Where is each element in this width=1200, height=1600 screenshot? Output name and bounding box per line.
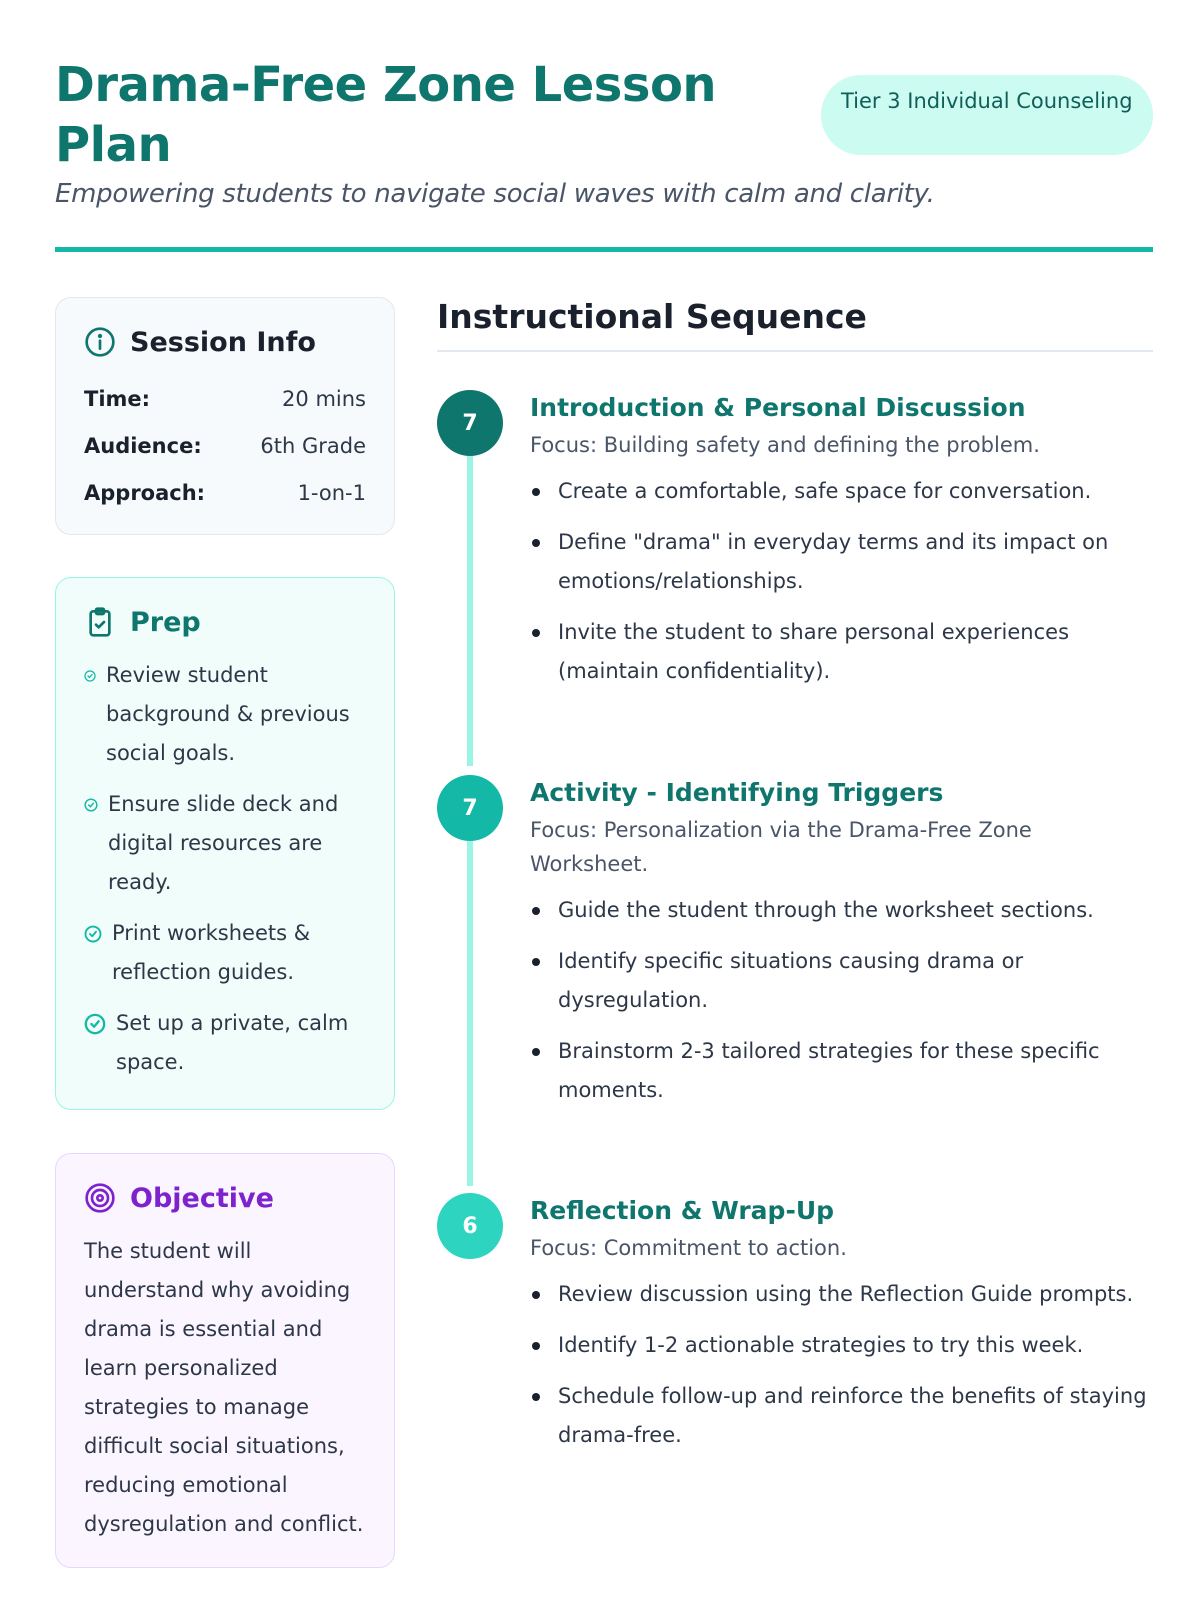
prep-item-text: Review student background & previous social goals. xyxy=(106,663,350,765)
step-focus: Focus: Building safety and defining the problem. xyxy=(530,433,1040,457)
step-content xyxy=(530,775,1153,1122)
target-icon xyxy=(84,1182,116,1214)
step-content xyxy=(530,390,1153,703)
page-header xyxy=(55,55,1153,209)
prep-card xyxy=(55,577,395,1110)
session-info-value: 6th Grade xyxy=(260,434,366,458)
step-bullet: Identify 1-2 actionable strategies to try this week. xyxy=(530,1326,1153,1365)
prep-title: Prep xyxy=(130,606,201,638)
session-info-row xyxy=(84,423,366,470)
tier-badge: Tier 3 Individual Counseling xyxy=(821,75,1153,155)
info-icon xyxy=(84,326,116,358)
session-info-label: Approach: xyxy=(84,481,206,505)
step-bullet-list xyxy=(530,1275,1153,1455)
objective-text: The student will understand why avoiding drama is essential and learn personalized strategies to manage difficult social situations, reducing emotional dysregulation and conflict. xyxy=(84,1239,364,1536)
timeline-connector xyxy=(467,841,473,1186)
step-title: Introduction & Personal Discussion xyxy=(530,393,1026,422)
prep-item-text: Print worksheets & reflection guides. xyxy=(112,921,311,984)
step-bullet-list xyxy=(530,472,1153,691)
step-title: Activity - Identifying Triggers xyxy=(530,778,944,807)
step-bullet: Schedule follow-up and reinforce the benefits of staying drama-free. xyxy=(530,1377,1153,1455)
page-subtitle: Empowering students to navigate social waves with calm and clarity. xyxy=(55,179,935,209)
session-info-value: 1-on-1 xyxy=(297,481,366,505)
instructional-sequence xyxy=(437,297,1153,352)
sequence-title: Instructional Sequence xyxy=(437,297,1153,352)
page-title: Drama-Free Zone Lesson Plan xyxy=(55,57,717,173)
session-info-value: 20 mins xyxy=(282,387,366,411)
objective-card xyxy=(55,1153,395,1568)
session-info-row xyxy=(84,376,366,423)
header-divider xyxy=(55,247,1153,252)
step-duration-badge: 7 xyxy=(437,390,503,456)
timeline-connector xyxy=(467,456,473,766)
prep-list-item xyxy=(84,914,366,992)
check-circle-icon xyxy=(84,1013,106,1035)
prep-list-item xyxy=(84,1004,366,1082)
step-bullet: Identify specific situations causing drama or dysregulation. xyxy=(530,942,1153,1020)
step-bullet: Brainstorm 2-3 tailored strategies for these specific moments. xyxy=(530,1032,1153,1110)
step-bullet: Invite the student to share personal experiences (maintain confidentiality). xyxy=(530,613,1153,691)
step-focus: Focus: Personalization via the Drama-Free Zone Worksheet. xyxy=(530,818,1032,876)
session-info-title: Session Info xyxy=(130,326,316,358)
step-bullet: Guide the student through the worksheet sections. xyxy=(530,891,1153,930)
prep-item-text: Ensure slide deck and digital resources are ready. xyxy=(108,792,339,894)
check-circle-icon xyxy=(84,798,98,812)
prep-list-item xyxy=(84,785,366,902)
session-info-row xyxy=(84,470,366,517)
step-title: Reflection & Wrap-Up xyxy=(530,1196,835,1225)
step-content xyxy=(530,1193,1153,1467)
step-duration-badge: 6 xyxy=(437,1193,503,1259)
prep-list-item xyxy=(84,656,366,773)
step-bullet-list xyxy=(530,891,1153,1110)
clipboard-check-icon xyxy=(84,606,116,638)
step-bullet: Define "drama" in everyday terms and its impact on emotions/relationships. xyxy=(530,523,1153,601)
step-duration-badge: 7 xyxy=(437,775,503,841)
session-info-card xyxy=(55,297,395,535)
check-circle-icon xyxy=(84,670,96,682)
step-bullet: Review discussion using the Reflection Guide prompts. xyxy=(530,1275,1153,1314)
prep-item-text: Set up a private, calm space. xyxy=(116,1011,349,1074)
session-info-label: Audience: xyxy=(84,434,202,458)
objective-title: Objective xyxy=(130,1182,274,1214)
check-circle-icon xyxy=(84,925,102,943)
step-focus: Focus: Commitment to action. xyxy=(530,1236,847,1260)
step-bullet: Create a comfortable, safe space for conversation. xyxy=(530,472,1153,511)
session-info-label: Time: xyxy=(84,387,151,411)
